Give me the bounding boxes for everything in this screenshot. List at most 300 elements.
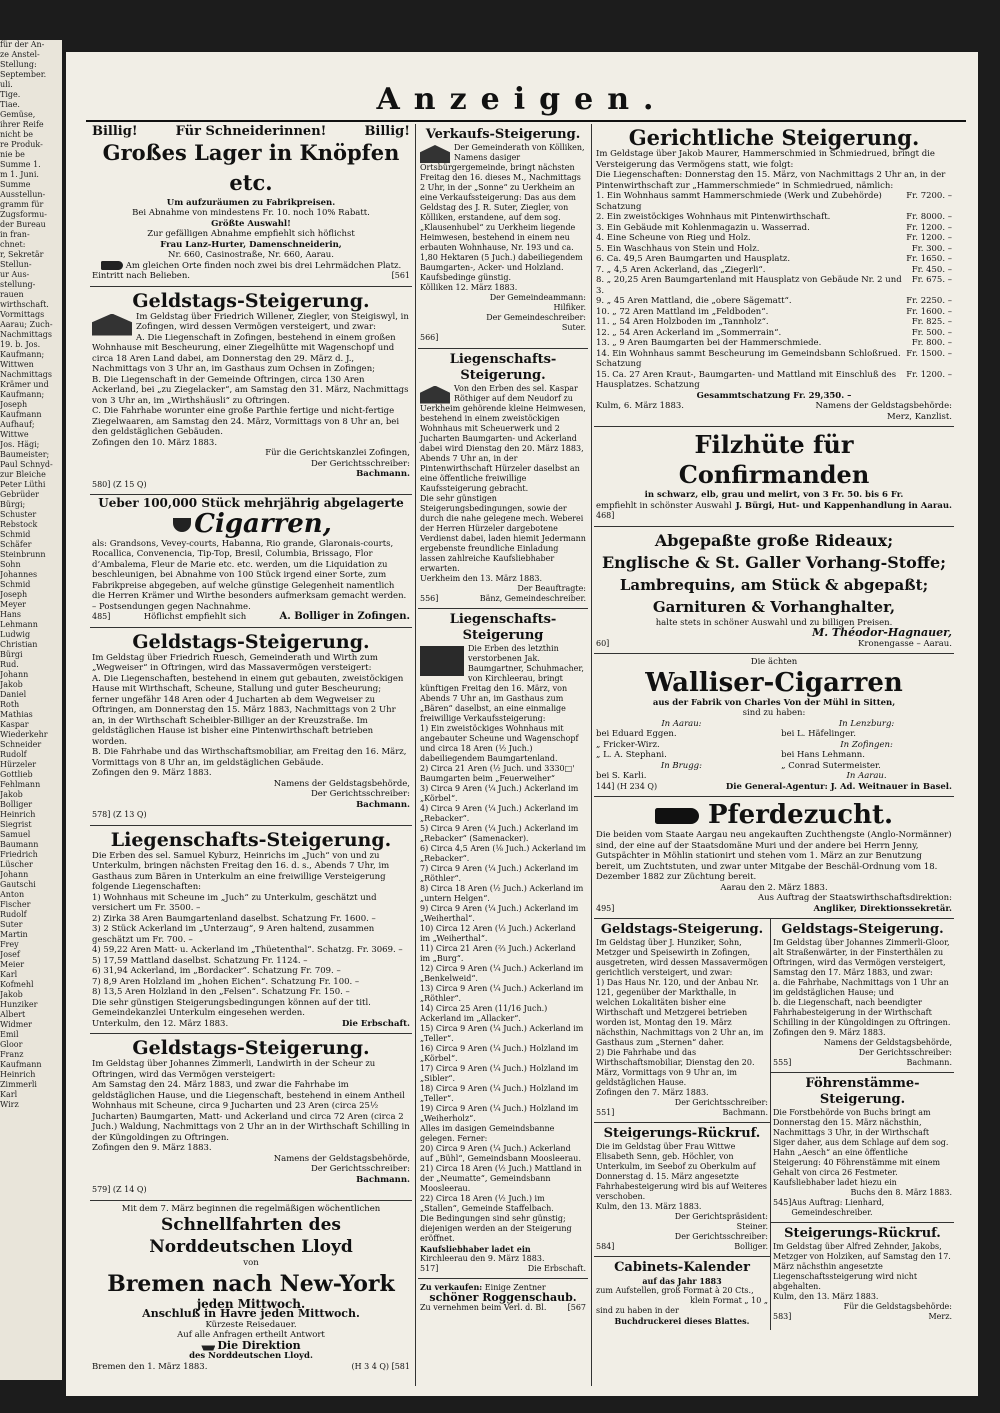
dealer-entry: In Lenzburg:: [838, 718, 895, 729]
ad-sig: Der Gerichtsschreiber:: [310, 789, 410, 799]
list-item: 11) Circa 21 Aren (⅔ Juch.) Ackerland im „Burg“.: [420, 943, 576, 963]
edge-line: stellung-: [0, 280, 36, 289]
ad-sig: Namens der Geldstagsbehörde,: [823, 1038, 952, 1047]
ad-liegenschaft-baumgartner: [418, 609, 588, 1279]
dealer-entry: In Aarau:: [661, 718, 702, 729]
ad-title: Filzhüte für Confirmanden: [678, 430, 870, 489]
edge-line: Joseph: [0, 400, 28, 409]
property-desc: 1. Ein Wohnhaus sammt Hammerschmiede (Werk und Zubehörde) Schatzung: [596, 191, 882, 212]
edge-line: Heinrich: [0, 810, 36, 819]
ad-line: Auf alle Anfragen ertheilt Antwort: [177, 1330, 325, 1340]
edge-line: Rudolf: [0, 750, 27, 759]
edge-line: Bolliger: [0, 800, 33, 809]
property-desc: 6. Ca. 49,5 Aren Baumgarten und Hausplatz.: [596, 254, 791, 264]
edge-line: 19. b. Jos.: [0, 340, 41, 349]
ad-line: sind zu haben:: [742, 708, 806, 718]
ad-sig: Bänz, Gemeindeschreiber.: [479, 593, 586, 603]
edge-line: Lehmann: [0, 620, 38, 629]
property-desc: 8. „ 20,25 Aren Baumgartenland mit Hausplatz von Gebäude Nr. 2 und 3.: [596, 275, 902, 296]
masthead-title: Anzeigen.: [376, 82, 668, 117]
ad-date: Kölliken 12. März 1883.: [420, 283, 518, 292]
property-desc: 15. Ca. 27 Aren Kraut-, Baumgarten- und Mattland mit Einschluß des Hausplatzes. Schatzung: [596, 369, 897, 390]
edge-line: Fischer: [0, 900, 31, 909]
edge-line: Rudolf: [0, 910, 27, 919]
ad-text: Die Erben des sel. Samuel Kyburz, Heinrichs im „Juch“ von und zu Unterkulm, bringen nächsten Freitag den 16. d. s., Abends 7 Uhr, im Gasthaus zum Bären in Unterkulm an eine freiwillige Versteigerung folgende Liegenschaften:: [92, 850, 390, 892]
ad-text: C. Die Fahrhabe worunter eine große Parthie fertige und nicht-fertige Ziegelwaaren, am Samstag den 24. März, Vormittags von 8 Uhr an, bei den geldstäglichen Gebäuden.: [92, 406, 400, 437]
edge-line: Johann: [0, 870, 29, 879]
ad-total: Gesammtschatzung Fr. 29,350. –: [696, 390, 852, 401]
ad-text: Am Samstag den 24. März 1883, und zwar die Fahrhabe im geldstäglichen Hause, und die Liegenschaft, bestehend in einem Antheil Wohnhaus mit Scheune, circa 9 Jucharten und 23 Aren (circa 25½ Jucharten) Baumgarten, Matt- und Ackerland und circa 72 Aren (circa 2 Juch.) Waldung, Nachmittags von 2 Uhr an in der Wirthschaft Schilling in der Küngoldingen zu Oftringen.: [92, 1080, 410, 1143]
edge-line: Rud.: [0, 660, 19, 669]
ad-title: Bremen nach New-York: [107, 1270, 395, 1297]
pointing-hand-icon: [655, 808, 699, 824]
edge-line: Widmer: [0, 1020, 32, 1029]
edge-line: Vormittags: [0, 310, 45, 319]
edge-line: Kaufmann;: [0, 350, 45, 359]
ad-title: Cigarren,: [194, 508, 332, 539]
ad-line: Kürzeste Reisedauer.: [205, 1319, 297, 1330]
ad-rueckruf-zehnder: [771, 1223, 954, 1326]
ad-title: Gerichtliche Steigerung.: [628, 125, 920, 150]
list-item: 1) Wohnhaus mit Scheune im „Juch“ zu Unterkulm, geschätzt und versichert um Fr. 3500. –: [92, 892, 377, 913]
ad-line: Anschluß in Havre jeden Mittwoch.: [142, 1307, 360, 1320]
ship-icon: [201, 1341, 215, 1351]
list-item: 8) 13,5 Aren Holzland in den „Felsen“. Schatzung Fr. 150. –: [92, 987, 350, 997]
ad-number: 517]: [420, 1263, 439, 1273]
ad-text: Im Geldstage über Jakob Maurer, Hammerschmied in Schmiedrued, bringt die Versteigerung das Vermögens statt, wie folgt:: [596, 149, 935, 170]
ad-text: Kaufsliebhaber ladet hiezu ein: [773, 1178, 897, 1187]
list-item: 5) 17,59 Mattland daselbst. Schatzung Fr. 1124. –: [92, 955, 308, 966]
ad-buttons: [90, 124, 412, 287]
ad-date: Uerkheim den 13. März 1883.: [420, 573, 542, 583]
ad-sig: Namens der Geldstagsbehörde,: [273, 1153, 410, 1164]
ad-title: Geldstags-Steigerung.: [781, 922, 944, 937]
edge-line: Tiae.: [0, 100, 20, 109]
edge-line: Zimmerli: [0, 1080, 37, 1089]
ad-line: empfiehlt in schönster Auswahl: [596, 500, 732, 511]
ad-text: Die im Geldstag über Frau Wittwe Elisabeth Senn, geb. Höchler, von Unterkulm, im Seebof zu Oberkulm auf Donnerstag d. 15. März angesetzte Fahrhabesteigerung wird bis auf Weiteres verschoben.: [596, 1142, 767, 1201]
ad-date: Buchs den 8. März 1883.: [850, 1188, 952, 1197]
list-item: 22) Circa 18 Aren (½ Juch.) im „Stallen“, Gemeinde Staffelbach.: [420, 1193, 554, 1213]
dealer-entry: „ Conrad Sutermeister.: [781, 760, 881, 771]
ad-number: 144] (H 234 Q): [596, 781, 658, 791]
dealer-entry: bei L. Häfelinger.: [781, 729, 856, 739]
property-value: Fr. 7200. –: [906, 191, 952, 201]
property-value: Fr. 800. –: [911, 338, 952, 348]
ad-date: Kulm, den 13. März 1883.: [596, 1202, 702, 1211]
ad-sig: Namens der Geldstagsbehörde:: [815, 401, 952, 411]
edge-line: Josef: [0, 950, 20, 959]
ad-date: Zofingen den 9. März 1883.: [773, 1028, 886, 1037]
ad-rideaux: [594, 527, 954, 655]
column-3b: [771, 919, 954, 1330]
newspaper-page: [66, 52, 978, 1396]
list-item: 6) 31,94 Ackerland, im „Bordacker“. Schatzung Fr. 709. –: [92, 966, 341, 976]
dealer-entry: „ Fricker-Wirz.: [596, 739, 660, 750]
ad-number: (H 3 4 Q) [581: [351, 1361, 410, 1371]
list-item: 12) Circa 9 Aren (¼ Juch.) Ackerland im „Benkelweid“.: [420, 963, 584, 983]
emblem-icon: [173, 518, 191, 532]
ad-sig: Die Erbschaft.: [341, 1018, 410, 1029]
edge-line: Schmid: [0, 580, 31, 589]
ad-title: Geldstags-Steigerung.: [600, 922, 764, 937]
ad-title: Englische & St. Galler Vorhang-Stoffe;: [601, 552, 947, 572]
edge-line: Mathias: [0, 710, 33, 719]
column-3a: [594, 919, 771, 1330]
edge-line: Ludwig: [0, 630, 31, 639]
edge-line: Gemüse,: [0, 110, 36, 119]
list-item: 13) Circa 9 Aren (¼ Juch.) Ackerland im „Röthler“.: [420, 983, 584, 1003]
list-item: 15) Circa 9 Aren (¼ Juch.) Ackerland im „Teller“.: [420, 1023, 584, 1043]
edge-line: Meier: [0, 960, 25, 969]
edge-line: Krämer und: [0, 380, 49, 389]
ad-text: Die Bedingungen sind sehr günstig; diejenigen werden an der Steigerung eröffnet.: [420, 1213, 572, 1243]
ad-number: 584]: [596, 1242, 615, 1251]
ad-number: 485]: [92, 612, 111, 621]
list-item: 7) 8,9 Aren Holzland im „hohen Eichen“. Schatzung Fr. 100. –: [92, 976, 360, 987]
property-row: [596, 212, 952, 223]
list-item: 2) Circa 21 Aren (½ Juch. und 3330□' Baumgarten beim „Feuerweiher“: [420, 763, 575, 783]
ad-sig: Der Beauftragte:: [517, 583, 586, 593]
ad-verkaufs-steigerung: [418, 124, 588, 349]
ad-text: Die sehr günstigen Steigerungsbedingungen, sowie der durch die nahe gelegene mech. Weberei der Herren Hürzeler dargebotene Verdienst dabei, laden hiemit Jedermann ergebenste freundliche Einladung lassen zahlreiche Kaufsliebhaber erwarten.: [420, 493, 586, 573]
list-item: 10) Circa 12 Aren (⅓ Juch.) Ackerland im „Weiherthal“.: [420, 923, 576, 943]
edge-line: Jos. Hägi;: [0, 440, 40, 449]
ad-sig: Die Erbschaft.: [527, 1263, 586, 1273]
ad-filzhuete: [594, 427, 954, 527]
ad-line: von: [243, 1258, 259, 1268]
list-item: 21) Circa 18 Aren (½ Juch.) Mattland in der „Neumatte“, Gemeindsbann Moosleerau.: [420, 1163, 582, 1193]
ad-sig: Namens der Geldstagsbehörde,: [273, 778, 410, 789]
ad-sig: Merz.: [928, 1312, 952, 1321]
column-1: [90, 124, 412, 1376]
edge-line: Nachmittags: [0, 330, 52, 339]
column-divider: [415, 124, 416, 1386]
ad-line: Bei Abnahme von mindestens Fr. 10. noch 10% Rabatt.: [132, 208, 370, 218]
ad-liegenschaft-roethiger: [418, 349, 588, 609]
property-desc: 12. „ 54 Aren Ackerland im „Sommerrain“.: [596, 327, 782, 338]
ad-line: des Norddeutschen Lloyd.: [189, 1351, 313, 1361]
property-desc: 14. Ein Wohnhaus sammt Bescheurung im Gemeindsbann Schloßrued. Schatzung: [596, 348, 901, 369]
ad-text: Die Forstbehörde von Buchs bringt am Donnerstag den 15. März nächsthin, Nachmittags 3 Uhr, in der Wirthschaft Siger daher, aus dem Schlage auf dem sog. Hahn „Aesch“ an eine öffentliche Steigerung: 40 Föhrenstämme mit einem Gehalt von circa 26 Festmeter.: [773, 1108, 949, 1177]
ad-number: [567: [567, 1303, 586, 1312]
edge-line: Karl: [0, 970, 18, 979]
edge-line: Joseph: [0, 590, 28, 599]
edge-line: Steinbrunn: [0, 550, 46, 559]
edge-line: nie be: [0, 150, 25, 159]
ad-title: Geldstags-Steigerung.: [132, 630, 370, 653]
edge-line: Gottlieb: [0, 770, 33, 779]
property-value: Fr. 675. –: [911, 275, 952, 285]
ad-sig: Der Gemeindeschreiber:: [486, 313, 586, 322]
edge-line: nicht be: [0, 130, 33, 139]
ad-text: b. die Liegenschaft, nach beendigter Fahrhabesteigerung in der Wirthschaft Schilling in der Küngoldingen zu Oftringen.: [773, 998, 951, 1027]
list-item: 16) Circa 9 Aren (¼ Juch.) Holzland im „Körbel“.: [420, 1043, 579, 1063]
ad-title: Geldstags-Steigerung.: [132, 1037, 370, 1059]
ad-sig: Bolliger.: [734, 1242, 768, 1251]
ad-line: Zu vernehmen beim Verl. d. Bl.: [420, 1303, 547, 1312]
ad-sig: Hilfiker.: [553, 303, 586, 312]
property-list: [420, 724, 586, 1214]
property-value: Fr. 825. –: [911, 317, 952, 327]
ad-title: Abgepaßte große Rideaux;: [654, 530, 894, 550]
edge-line: Tige.: [0, 90, 21, 99]
ad-pferdezucht: [594, 797, 954, 919]
edge-line: Wittwen: [0, 360, 34, 369]
edge-line: r, Sekretär: [0, 250, 44, 259]
property-value: Fr. 1500. –: [906, 348, 952, 359]
list-item: 18) Circa 9 Aren (¼ Juch.) Holzland im „Teller“.: [420, 1083, 579, 1103]
edge-line: Suter: [0, 920, 23, 929]
edge-line: Anton: [0, 890, 25, 899]
property-value: Fr. 450. –: [911, 264, 952, 275]
ad-sig: J. Bürgi, Hut- und Kappenhandlung in Aarau.: [735, 500, 952, 511]
edge-line: Schmid: [0, 530, 31, 539]
ad-geldstag-ruesch: [90, 628, 412, 826]
edge-line: Aufhauf;: [0, 420, 35, 429]
ad-line: Am gleichen Orte finden noch zwei bis drei Lehrmädchen Platz.: [125, 260, 402, 271]
ad-number: 468]: [596, 511, 615, 520]
ad-number: 556]: [420, 593, 439, 603]
edge-line: chnet:: [0, 240, 26, 249]
dealer-list: [781, 719, 952, 782]
ad-sig: Der Gerichtsschreiber:: [310, 458, 410, 469]
edge-line: Sohn: [0, 560, 21, 569]
list-item: 7) Circa 9 Aren (¼ Juch.) Ackerland im „Röthler“.: [420, 863, 579, 883]
property-value: Fr. 1200. –: [906, 222, 952, 233]
edge-line: Hunziker: [0, 1000, 38, 1009]
edge-line: für der An-: [0, 40, 45, 49]
list-item: 6) Circa 4,5 Aren (⅛ Juch.) Ackerland im „Rebacker“.: [420, 843, 586, 863]
ad-text: Die beiden vom Staate Aargau neu angekauften Zuchthengste (Anglo-Normänner) sind, der eine auf der Staatsdomäne Muri und der andere bei Herrn Jenny, Gutspächter in Möhlin stationirt und stehen vom 1. März an zur Benutzung bereit, um Zuchtstuten, und zwar unter Mitgabe der Beschäl-Ordnung vom 18. Dezember 1882 zur Züchtung bereit.: [596, 830, 952, 882]
property-row: [596, 244, 952, 255]
ad-number: 579] (Z 14 Q): [92, 1185, 147, 1194]
edge-line: Kaufmann: [0, 1060, 42, 1069]
dealer-entry: In Brugg:: [660, 760, 702, 771]
dealer-entry: bei S. Karli.: [596, 771, 647, 781]
ad-title: Liegenschafts-Steigerung.: [449, 351, 557, 383]
ad-sig: Der Gerichtsschreiber:: [310, 1164, 410, 1174]
ad-title: Föhrenstämme-Steigerung.: [805, 1076, 920, 1107]
list-item: 20) Circa 9 Aren (¼ Juch.) Ackerland auf „Bühl“, Gemeindsbann Moosleerau.: [420, 1143, 581, 1163]
edge-line: wirthschaft.: [0, 300, 49, 309]
ad-head: Für Schneiderinnen!: [175, 124, 327, 139]
property-desc: 7. „ 4,5 Aren Ackerland, das „Ziegerli“.: [596, 264, 766, 275]
ad-text: Kaufsliebhaber ladet ein: [420, 1243, 531, 1254]
ad-number: [561: [391, 271, 410, 280]
list-item: 2) Zirka 38 Aren Baumgartenland daselbst. Schatzung Fr. 1600. –: [92, 913, 376, 924]
ad-line: Buchdruckerei dieses Blattes.: [614, 1316, 750, 1326]
edge-line: Baumann: [0, 840, 39, 849]
list-item: 14) Circa 25 Aren (11/16 Juch.) Ackerland im „Allacker“.: [420, 1003, 548, 1023]
edge-line: Franz: [0, 1050, 24, 1059]
edge-line: Jakob: [0, 790, 23, 799]
ad-text: 2) Die Fahrhabe und das Wirthschaftsmobiliar, Dienstag den 20. März, Vormittags von 9 Uhr an, im geldstäglichen Hause.: [596, 1048, 755, 1087]
ad-number: 566]: [420, 333, 439, 342]
edge-line: Stellung:: [0, 60, 37, 69]
edge-line: Christian: [0, 640, 38, 649]
list-item: 17) Circa 9 Aren (¼ Juch.) Holzland im „Sibler“.: [420, 1063, 579, 1083]
property-row: [596, 223, 952, 234]
ad-text: Im Geldstag über Johannes Zimmerli, Landwirth in der Scheur zu Oftringen, wird das Vermögen versteigert:: [92, 1059, 376, 1080]
property-list: [596, 191, 952, 391]
ad-line: sind zu haben in der: [596, 1306, 679, 1315]
edge-line: Bürgi;: [0, 500, 26, 509]
property-row: [596, 233, 952, 244]
property-value: Fr. 1200. –: [906, 369, 952, 380]
ad-sig: Der Gerichtsschreiber:: [674, 1098, 768, 1107]
list-item: 3) 2 Stück Ackerland im „Unterzaug“, 9 Aren haltend, zusammen geschätzt um Fr. 700. –: [92, 924, 375, 945]
ad-sig: Angliker, Direktionssekretär.: [813, 903, 952, 914]
ad-line: Die Direktion: [217, 1338, 301, 1352]
ad-sig: Die General-Agentur: J. Ad. Weitnauer in Basel.: [725, 781, 952, 792]
ad-line: schöner Roggenschaub.: [429, 1290, 577, 1304]
column-divider: [591, 124, 592, 1386]
list-item: 4) 59,22 Aren Matt- u. Ackerland im „Thüetenthal“. Schatzg. Fr. 3069. –: [92, 945, 403, 955]
property-row: [596, 370, 952, 391]
edge-line: Samuel: [0, 830, 31, 839]
ad-head: Ueber 100,000 Stück mehrjährig abgelagerte: [98, 496, 404, 510]
edge-line: rauen: [0, 290, 24, 299]
edge-line: Gautschi: [0, 880, 36, 889]
edge-line: Daniel: [0, 690, 27, 699]
ad-sig: Der Gerichtspräsident:: [674, 1212, 768, 1221]
edge-line: Schäfer: [0, 540, 32, 549]
edge-line: Johannes: [0, 570, 38, 579]
edge-line: Bürgi: [0, 650, 23, 659]
ad-title: Walliser-Cigarren: [645, 667, 903, 698]
ad-sig: Aus Auftrag: Lienhard, Gemeindeschreiber.: [791, 1198, 885, 1217]
edge-line: Wiederkehr: [0, 730, 48, 739]
ad-sig: Bachmann.: [356, 1174, 410, 1185]
building-icon: [420, 646, 464, 676]
edge-line: Hans: [0, 610, 22, 619]
edge-line: Peter Lüthi: [0, 480, 46, 489]
list-item: 9) Circa 9 Aren (¼ Juch.) Ackerland im „Weiherthal“.: [420, 903, 579, 923]
edge-line: ihrer Reife: [0, 120, 44, 129]
ad-text: 1) Das Haus Nr. 120, und der Anbau Nr. 121, gegenüber der Markthalle, in welchen Lokalitäten bisher eine Wirthschaft und Metzgerei betrieben worden ist, Montag den 19. März nächsthin, Nachmittags von 2 Uhr an, im Gasthaus zum „Sternen“ daher.: [596, 978, 764, 1047]
ad-title: Steigerungs-Rückruf.: [784, 1226, 941, 1241]
ad-sig: Aus Auftrag der Staatswirthschaftsdirektion:: [757, 893, 952, 903]
ad-kalender: [594, 1257, 770, 1330]
ad-text: Im Geldstag über Alfred Zehnder, Jakobs, Metzger von Holziken, auf Samstag den 17. März nächsthin angesetzte Liegenschaftssteigerung wird nicht abgehalten.: [773, 1242, 951, 1291]
edge-line: Lüscher: [0, 860, 33, 869]
edge-line: Siegrist: [0, 820, 32, 829]
ad-text: Im Geldstag über Friedrich Willener, Ziegler, von Steigiswyl, in Zofingen, wird dessen Vermögen versteigert, und zwar:: [136, 311, 409, 332]
ad-gerichtliche-steigerung: [594, 124, 954, 427]
ad-geldstag-hunziker: [594, 919, 770, 1123]
edge-line: Johann: [0, 670, 29, 679]
edge-line: Kaspar: [0, 720, 29, 729]
ad-text: Der Gemeinderath von Kölliken, Namens dasiger Ortsbürgergemeinde, bringt nächsten Freitag den 16. dieses M., Nachmittags 2 Uhr, in der „Sonne“ zu Uerkheim an eine Verkaufssteigerung: Das aus dem Geldstag des J. R. Suter, Ziegler, von Kölliken, erstandene, auf dem sog. „Klausenhubel“ zu Uerkheim liegende Heimwesen, bestehend in einem neu erbauten Wohnhause, Nr. 193 und ca. 1,80 Hektaren (5 Juch.) dabeiliegendem Baumgarten-, Acker- und Holzland.: [420, 143, 585, 272]
ad-sig: Suter.: [561, 323, 586, 332]
edge-line: Zugsformu-: [0, 210, 47, 219]
property-row: [596, 317, 952, 328]
list-item: Alles im dasigen Gemeindsbanne gelegen. Ferner:: [420, 1123, 555, 1143]
property-row: [596, 191, 952, 212]
edge-line: Kofmehl: [0, 980, 34, 989]
edge-line: Roth: [0, 700, 20, 709]
ad-sig: Der Gemeindeammann:: [489, 293, 586, 302]
ad-text: B. Die Fahrhabe und das Wirthschaftsmobiliar, am Freitag den 16. März, Vormittags von 8 Uhr an, im geldstäglichen Gebäude.: [92, 747, 407, 768]
property-row: [596, 254, 952, 265]
ad-sig: Bachmann.: [906, 1058, 952, 1067]
edge-line: Aarau; Zuch-: [0, 320, 53, 329]
ad-text: A. Die Liegenschaft in Zofingen, bestehend in einem großen Wohnhause mit Bescheurung, einer Ziegelhütte mit Wagenschopf und circa 18 Aren Land dabei, am Donnerstag den 29. März d. J., Nachmittags von 3 Uhr an, im Gasthaus zum Ochsen in Zofingen;: [92, 332, 396, 374]
edge-line: Schneider: [0, 740, 42, 749]
property-value: Fr. 1650. –: [906, 254, 952, 264]
ad-text: Die Erben des letzthin verstorbenen Jak. Baumgartner, Schuhmacher, von Kirchleerau, bringt künftigen Freitag den 16. März, von Abends 7 Uhr an, im Gasthaus zum „Bären“ daselbst, an eine einmalige freiwillige Verkaufssteigerung:: [420, 643, 584, 723]
edge-line: Gloor: [0, 1040, 23, 1049]
ad-title: Cabinets-Kalender: [614, 1260, 750, 1275]
ad-lloyd: [90, 1201, 412, 1377]
edge-line: Emil: [0, 1030, 19, 1039]
property-value: Fr. 500. –: [911, 327, 952, 338]
edge-line: Heinrich: [0, 1070, 36, 1079]
ad-date: Zofingen den 7. März 1883.: [596, 1088, 709, 1097]
property-value: Fr. 8000. –: [906, 212, 952, 222]
edge-line: in fran-: [0, 230, 30, 239]
edge-line: Gebrüder: [0, 490, 39, 499]
list-item: 3) Circa 9 Aren (¼ Juch.) Ackerland im „Körbel“.: [420, 783, 579, 803]
ad-line: Mit dem 7. März beginnen die regelmäßigen wöchentlichen: [121, 1203, 381, 1214]
edge-line: Nachmittags: [0, 370, 52, 379]
ad-line: aus der Fabrik von Charles Von der Mühl in Sitten,: [652, 697, 896, 708]
dealer-entry: bei Hans Lehmann.: [781, 750, 865, 760]
ad-sig: Kronengasse – Aarau.: [858, 638, 952, 649]
edge-line: Summe 1.: [0, 160, 41, 169]
property-desc: 13. „ 9 Aren Baumgarten bei der Hammerschmiede.: [596, 338, 822, 348]
ad-title: Liegenschafts-Steigerung: [449, 611, 557, 643]
column-2: [418, 124, 588, 1317]
ad-date: Unterkulm, den 12. März 1883.: [92, 1018, 229, 1029]
property-value: Fr. 2250. –: [906, 296, 952, 306]
ad-line: Eintritt nach Belieben.: [92, 271, 190, 281]
property-desc: 11. „ 54 Aren Holzboden im „Tannholz“.: [596, 317, 769, 327]
property-value: Fr. 300. –: [911, 243, 952, 254]
edge-line: Baumeister;: [0, 450, 50, 459]
ad-date: Zofingen den 10. März 1883.: [92, 437, 218, 448]
edge-line: re Produk-: [0, 140, 43, 149]
edge-line: September.: [0, 70, 47, 79]
dealer-entry: In Zofingen:: [840, 739, 893, 750]
ad-text: Im Geldstag über J. Hunziker, Sohn, Metzger und Speisewirth in Zofingen, ausgetreten, wird dessen Massavermögen gerichtlich versteigert, und zwar:: [596, 938, 768, 977]
ad-line: Nr. 660, Casinostraße, Nr. 660, Aarau.: [168, 250, 334, 260]
ad-text: Die sehr günstigen Steigerungsbedingungen können auf der titl. Gemeindekanzlei Unterkulm eingesehen werden.: [92, 997, 371, 1018]
ad-text: Im Geldstag über Friedrich Ruesch, Gemeinderath und Wirth zum „Wegweiser“ in Oftringen, wird das Massavermögen versteigert:: [92, 652, 378, 673]
ad-text: als: Grandsons, Vevey-courts, Habanna, Rio grande, Glaronais-courts, Rocallica, Convenencia, Tip-Top, Bresil, Columbia, Brissago, Flor d’Ambalema, Fleur de Marie etc. etc. werden, um die Liquidation zu beschleunigen, bei Abnahme von 100 Stück irgend einer Sorte, zum Fabrikpreise abgegeben, auf welche günstige Gelegenheit namentlich die Herren Krämer und Wirthe besonders aufmerksam gemacht werden. – Postsendungen gegen Nachnahme.: [92, 538, 407, 612]
ad-date: Aarau den 2. März 1883.: [720, 882, 828, 893]
edge-line: ur Aus-: [0, 270, 30, 279]
ad-number: 545]: [773, 1198, 792, 1207]
edge-line: Stellun-: [0, 260, 32, 269]
property-desc: 5. Ein Waschhaus von Stein und Holz.: [596, 243, 760, 254]
edge-line: Hürzeler: [0, 760, 37, 769]
ad-text: B. Die Liegenschaft in der Gemeinde Oftringen, circa 130 Aren Ackerland, bei „zu Ziegelacker“, am Samstag den 31. März, Nachmittags von 3 Uhr an, im „Wirthshäusli“ zu Oftringen.: [92, 374, 409, 406]
ad-date: Kirchleerau den 9. März 1883.: [420, 1253, 545, 1263]
property-desc: 10. „ 72 Aren Mattland im „Feldboden“.: [596, 306, 769, 317]
ad-sig: Höflichst empfiehlt sich: [143, 612, 247, 622]
ad-text: A. Die Liegenschaften, bestehend in einem gut gebauten, zweistöckigen Hause mit Wirthschaft, Scheune, Stallung und guter Bescheurung; ferner ungefähr 148 Aren oder 4 Jucharten ab dem Wegweiser zu Oftringen, am Donnerstag den 15. März 1883, Nachmittags von 2 Uhr an, in der Wirthschaft Scheibler-Billiger an der Kreuzstraße. Im geldstäglichen Hause ist bisher eine Pintenwirthschaft betrieben worden.: [92, 673, 404, 747]
edge-line: zur Bleiche: [0, 470, 46, 479]
property-desc: 2. Ein zweistöckiges Wohnhaus mit Pintenwirthschaft.: [596, 212, 831, 222]
ad-title: Steigerungs-Rückruf.: [603, 1126, 761, 1141]
ad-title: Liegenschafts-Steigerung.: [110, 828, 392, 851]
ad-title: Zu verkaufen:: [420, 1281, 483, 1292]
ad-text: Von den Erben des sel. Kaspar Röthiger auf dem Neudorf zu Uerkheim gehörende kleine Heimwesen, bestehend in einem zweistöckigen Wohnhaus mit Scheuerwerk und 2 Jucharten Baumgarten- und Ackerland dabei wird Dienstag den 20. März 1883, Abends 7 Uhr an, in der Pintenwirthschaft Hürzeler daselbst an eine öffentliche freiwillige Kaufssteigerung gebracht.: [420, 383, 586, 493]
ad-line: Die ächten: [750, 657, 798, 667]
property-row: [596, 338, 952, 349]
